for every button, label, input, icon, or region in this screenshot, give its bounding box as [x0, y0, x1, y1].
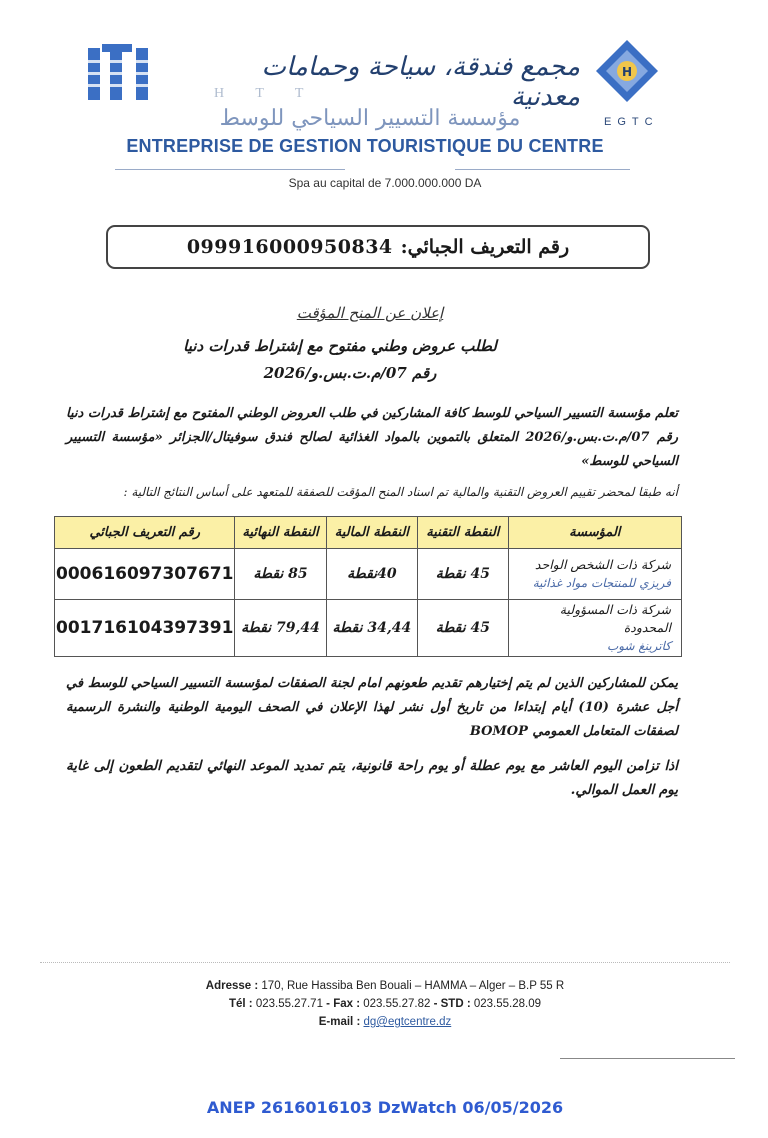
- std-value: 023.55.28.09: [473, 998, 542, 1010]
- fiscal-id-number: 099916000950834: [186, 236, 393, 258]
- col-header-org: المؤسسة: [508, 517, 681, 549]
- cell-org: [508, 600, 681, 657]
- paragraph-results: أنه طبقا لمحضر تقييم العروض التقنية والمالية تم اسناد المنح المؤقت للصفقة للمتعهد على أساس النتائج التالية :: [123, 485, 678, 499]
- tel-value: 023.55.27.71: [255, 998, 323, 1010]
- fax-label: - Fax :: [326, 998, 361, 1010]
- address-label: Adresse :: [205, 980, 259, 992]
- egtc-logo: [592, 38, 662, 128]
- divider-left: [115, 169, 345, 170]
- footer-address: [130, 980, 640, 992]
- egtc-logo-text: EGTC: [604, 116, 659, 128]
- col-header-fin: النقطة المالية: [326, 517, 418, 549]
- fax-value: 023.55.27.82: [363, 998, 431, 1010]
- capital-line: Spa au capital de 7.000.000.000 DA: [288, 176, 482, 190]
- arabic-title: مجمع فندقة، سياحة وحمامات معدنية: [261, 52, 580, 112]
- table-row: [55, 600, 682, 657]
- paragraph-deadline: اذا تزامن اليوم العاشر مع يوم عطلة أو يوم راحة قانونية، يتم تمديد الموعد النهائي لتقديم الطعون إلى غاية يوم العمل الموالي.: [66, 758, 678, 798]
- cell-nif: 001716104397391: [55, 600, 235, 657]
- table-header-row: [55, 517, 682, 549]
- tel-label: Tél :: [228, 998, 253, 1010]
- announcement-heading: إعلان عن المنح المؤقت: [296, 304, 444, 322]
- email-link[interactable]: dg@egtcentre.dz: [363, 1016, 452, 1028]
- org-type: شركة ذات المسؤولية المحدودة: [559, 602, 671, 635]
- cell-org: [508, 549, 681, 600]
- divider-right: [455, 169, 630, 170]
- fiscal-id-label: رقم التعريف الجبائي:: [400, 236, 570, 258]
- col-header-nif: رقم التعريف الجبائي: [55, 517, 235, 549]
- paragraph-intro: تعلم مؤسسة التسيير السياحي للوسط كافة المشاركين في طلب العروض الوطني المفتوح مع إشتراط قدرات دنيا رقم 07/م.ت.بس.و/2026 المتعلق بالتموين بالمواد الغذائية لصالح فندق سوفيتال/الجزائر «مؤسسة التسيير السياحي للوسط»: [66, 406, 678, 469]
- org-name: فريزي للمنتجات مواد غذائية: [532, 576, 671, 590]
- std-label: - STD :: [433, 998, 471, 1010]
- company-name: ENTREPRISE DE GESTION TOURISTIQUE DU CENTRE: [126, 136, 604, 156]
- org-name: كاترينغ شوب: [606, 639, 671, 653]
- cell-tech: 45 نقطة: [418, 600, 508, 657]
- address-value: 170, Rue Hassiba Ben Bouali – HAMMA – Alger – B.P 55 R: [261, 980, 565, 992]
- cell-fin: 34,44 نقطة: [326, 600, 418, 657]
- cell-nif: 000616097307671: [55, 549, 235, 600]
- cell-final: 85 نقطة: [235, 549, 326, 600]
- org-type: شركة ذات الشخص الواحد: [534, 557, 671, 572]
- announcement-subheading: لطلب عروض وطني مفتوح مع إشتراط قدرات دنيا: [183, 337, 497, 355]
- results-table: [54, 516, 682, 657]
- cell-tech: 45 نقطة: [418, 549, 508, 600]
- svg-text:H: H: [621, 65, 633, 79]
- footer-dotted-rule: [40, 962, 730, 963]
- fiscal-id-box: [106, 225, 650, 269]
- iti-logo: [86, 40, 152, 106]
- paragraph-appeals: يمكن للمشاركين الذين لم يتم إختيارهم تقديم طعونهم امام لجنة الصفقات لمؤسسة التسيير السياحي للوسط في أجل عشرة (10) أيام إبتداءا من تاريخ أول نشر لهذا الإعلان في الصحف اليومية الوطنية والنشرة الرسمية لصفقات المتعامل العمومي BOMOP: [66, 676, 678, 739]
- email-label: E-mail :: [318, 1016, 361, 1028]
- col-header-final: النقطة النهائية: [235, 517, 326, 549]
- cell-fin: 40نقطة: [326, 549, 418, 600]
- faded-french-title: H T T: [214, 86, 318, 101]
- announcement-reference: رقم 07/م.ت.بس.و/2026: [263, 364, 437, 382]
- table-row: [55, 549, 682, 600]
- footer-email: [130, 1016, 640, 1028]
- anep-reference: ANEP 2616016103 DzWatch 06/05/2026: [206, 1098, 564, 1117]
- footer-rule: [560, 1058, 735, 1059]
- col-header-tech: النقطة التقنية: [418, 517, 508, 549]
- cell-final: 79,44 نقطة: [235, 600, 326, 657]
- arabic-subtitle: مؤسسة التسيير السياحي للوسط: [219, 106, 521, 131]
- footer-phones: [130, 998, 640, 1010]
